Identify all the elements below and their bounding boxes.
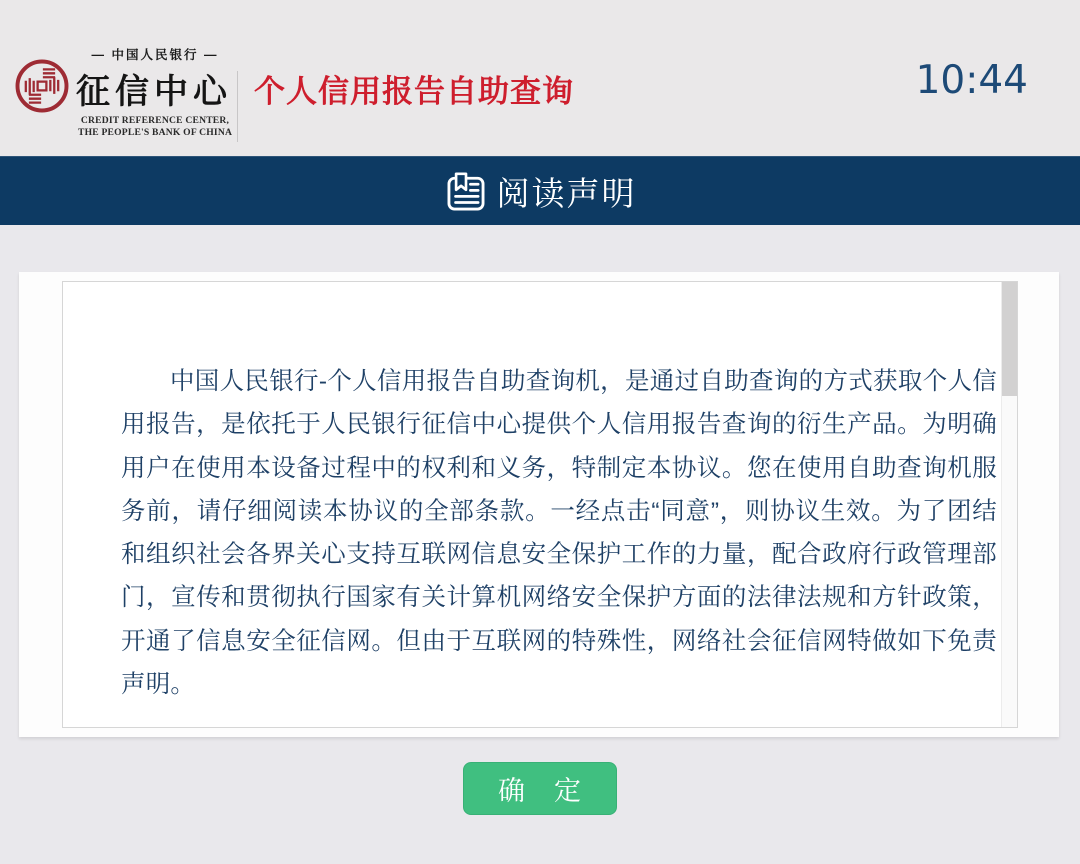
- statement-panel: [19, 272, 1059, 737]
- confirm-button[interactable]: 确 定: [463, 762, 617, 815]
- header-divider: [237, 71, 238, 142]
- section-title: 阅读声明: [496, 174, 637, 212]
- header: [0, 0, 1080, 156]
- statement-paragraph: 中国人民银行-个人信用报告自助查询机，是通过自助查询的方式获取个人信用报告，是依托于人民银行征信中心提供个人信用报告查询的衍生产品。为明确用户在使用本设备过程中的权利和义务，特制定本协议。您在使用自助查询机服务前，请仔细阅读本协议的全部条款。一经点击“同意”，则协议生效。为了团结和组织社会各界关心支持互联网信息安全保护工作的力量，配合政府行政管理部门，宣传和贯彻执行国家有关计算机网络安全保护方面的法律法规和方针政策，开通了信息安全征信网。但由于互联网的特殊性，网络社会征信网特做如下免责声明。: [121, 368, 997, 699]
- logo-english-line2: THE PEOPLE'S BANK OF CHINA: [78, 126, 233, 138]
- pboc-logo: [78, 45, 232, 138]
- pboc-seal-icon: [14, 58, 70, 114]
- section-title-bar: [0, 156, 1080, 225]
- logo-bank-name: — 中国人民银行 —: [91, 48, 219, 62]
- scrollbar[interactable]: [1001, 282, 1017, 727]
- statement-scroll-area[interactable]: [62, 281, 1018, 728]
- page-title: 个人信用报告自助查询: [254, 74, 574, 109]
- logo-center-name: 征信中心: [76, 73, 232, 111]
- clock: 10:44: [915, 58, 1028, 103]
- logo-english-line1: CREDIT REFERENCE CENTER,: [80, 115, 230, 126]
- scrollbar-thumb[interactable]: [1002, 282, 1018, 396]
- document-lines-icon: [444, 170, 488, 214]
